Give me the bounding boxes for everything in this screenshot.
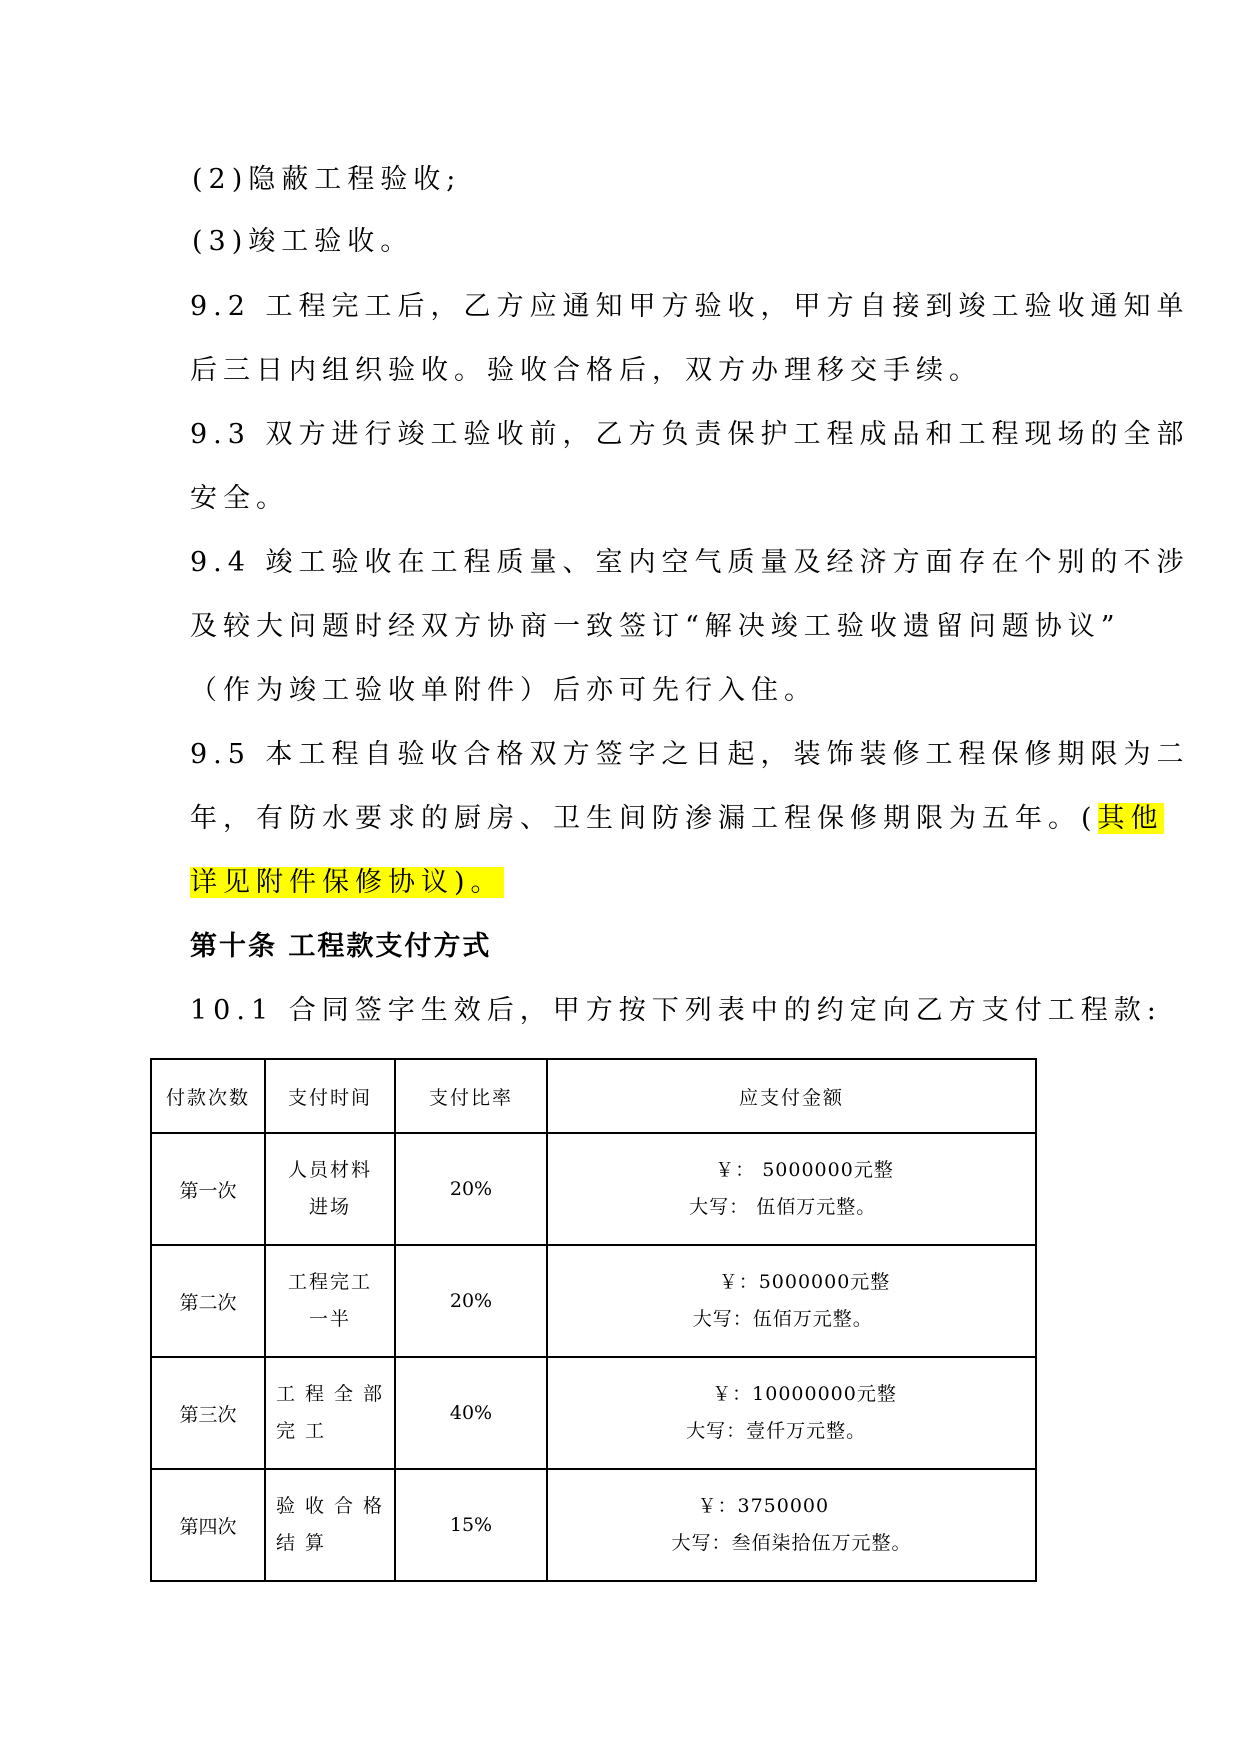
- cell-time: [265, 1469, 395, 1581]
- amount-number: ￥： 5000000元整: [715, 1159, 894, 1181]
- amount-number: ￥：5000000元整: [718, 1271, 891, 1293]
- cell-amount: [547, 1133, 1036, 1245]
- cell-ratio: 15%: [395, 1469, 547, 1581]
- clause-9-3-line-2: 安全。: [190, 483, 289, 514]
- clause-9-2-line-1: 9.2 工程完工后，乙方应通知甲方验收，甲方自接到竣工验收通知单: [190, 291, 1190, 322]
- header-time: 支付时间: [265, 1059, 395, 1133]
- clause-item-2: (2)隐蔽工程验收;: [192, 164, 462, 195]
- cell-amount: [547, 1357, 1036, 1469]
- cell-times: 第二次: [151, 1245, 265, 1357]
- cell-time-line-1: 验收合格: [276, 1495, 393, 1517]
- cell-time-line-2: 进场: [308, 1196, 351, 1218]
- highlighted-text: 详见附件保修协议)。: [190, 867, 504, 898]
- cell-times: 第三次: [151, 1357, 265, 1469]
- cell-time-line-1: 人员材料: [287, 1159, 372, 1181]
- payment-table: [150, 1058, 1037, 1582]
- cell-ratio: 20%: [395, 1133, 547, 1245]
- clause-item-3: (3)竣工验收。: [192, 226, 414, 257]
- header-amount: 应支付金额: [547, 1059, 1036, 1133]
- clause-9-5-line-2: [190, 801, 1164, 837]
- cell-times: 第一次: [151, 1133, 265, 1245]
- cell-time-line-2: 结算: [276, 1532, 335, 1554]
- clause-9-5-line-1: 9.5 本工程自验收合格双方签字之日起，装饰装修工程保修期限为二: [190, 739, 1190, 770]
- cell-time: [265, 1245, 395, 1357]
- header-times: 付款次数: [151, 1059, 265, 1133]
- cell-time-line-2: 完工: [276, 1420, 335, 1442]
- amount-number: ￥：10000000元整: [712, 1383, 897, 1405]
- clause-9-4-line-2: 及较大问题时经双方协商一致签订“解决竣工验收遗留问题协议”: [190, 611, 1121, 642]
- amount-words: 大写：壹仟万元整。: [686, 1420, 867, 1442]
- cell-time-line-1: 工程完工: [287, 1271, 372, 1293]
- clause-9-2-line-2: 后三日内组织验收。验收合格后，双方办理移交手续。: [190, 355, 982, 386]
- clause-9-4-line-1: 9.4 竣工验收在工程质量、室内空气质量及经济方面存在个别的不涉: [190, 547, 1190, 578]
- table-header-row: [151, 1059, 1036, 1133]
- table-row: [151, 1469, 1036, 1581]
- cell-time: [265, 1357, 395, 1469]
- amount-words: 大写：伍佰万元整。: [692, 1308, 873, 1330]
- table-row: [151, 1357, 1036, 1469]
- cell-ratio: 20%: [395, 1245, 547, 1357]
- cell-times: 第四次: [151, 1469, 265, 1581]
- cell-amount: [547, 1469, 1036, 1581]
- cell-time-line-1: 工程全部: [276, 1383, 393, 1405]
- amount-words: 大写：叁佰柒拾伍万元整。: [671, 1532, 912, 1554]
- cell-time-line-2: 一半: [308, 1308, 351, 1330]
- highlighted-text: 其他: [1097, 803, 1164, 834]
- table-row: [151, 1133, 1036, 1245]
- cell-ratio: 40%: [395, 1357, 547, 1469]
- clause-9-4-line-3: （作为竣工验收单附件）后亦可先行入住。: [190, 675, 817, 706]
- table-row: [151, 1245, 1036, 1357]
- header-ratio: 支付比率: [395, 1059, 547, 1133]
- cell-time: [265, 1133, 395, 1245]
- clause-9-3-line-1: 9.3 双方进行竣工验收前，乙方负责保护工程成品和工程现场的全部: [190, 419, 1190, 450]
- amount-number: ￥：3750000: [697, 1495, 830, 1517]
- cell-amount: [547, 1245, 1036, 1357]
- amount-words: 大写： 伍佰万元整。: [689, 1196, 877, 1218]
- clause-10-1: 10.1 合同签字生效后，甲方按下列表中的约定向乙方支付工程款:: [190, 995, 1162, 1026]
- clause-9-5-text: 年，有防水要求的厨房、卫生间防渗漏工程保修期限为五年。(: [190, 803, 1098, 834]
- clause-9-5-line-3: [190, 865, 504, 901]
- section-heading: 第十条 工程款支付方式: [190, 931, 492, 962]
